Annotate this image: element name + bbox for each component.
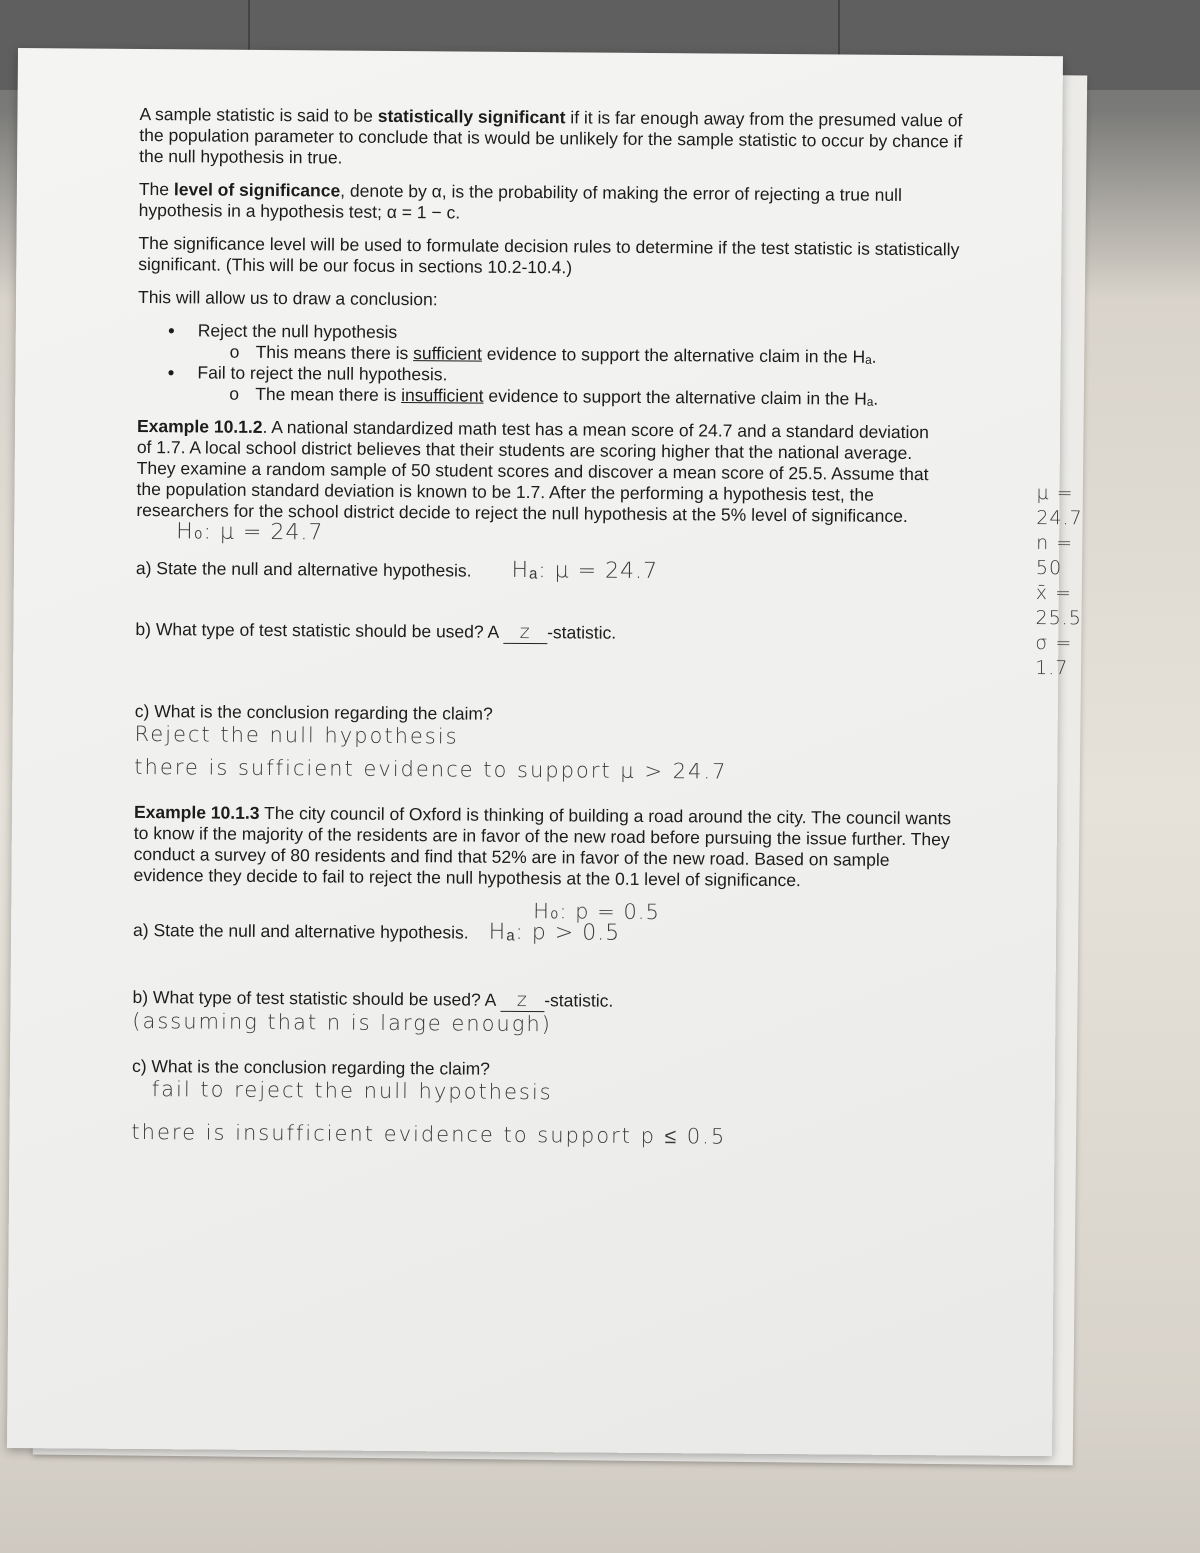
answer-blank[interactable]: z — [503, 622, 547, 644]
example-2-question-b: b) What type of test statistic should be used? A z -statistic. — [132, 986, 614, 1012]
worksheet-page — [7, 48, 1083, 1456]
example-1-question-b: b) What type of test statistic should be used? A z -statistic. — [135, 618, 617, 644]
worksheet-content — [131, 103, 1083, 1149]
answer-blank[interactable]: z — [500, 990, 544, 1012]
note-mu: μ = 24.7 — [1036, 482, 1083, 530]
handwritten-answer: there is sufficient evidence to support μ > 24.7 — [134, 754, 728, 784]
example-2-text: Example 10.1.3 The city council of Oxford is thinking of building a road around the city. The council wants to know if the majority of the residents are in favor of the new road before pursuing the issue further. They conduct a survey of 80 residents and find that 52% are in favor of the new road. Based on sample evidence they decide to fail to reject the null hypothesis at the 0.1 level of significance. — [133, 801, 952, 891]
bullet-reject: ● Reject the null hypothesis — [198, 320, 968, 347]
sub-bullet-fail-to-reject: o The mean there is insufficient evidence to support the alternative claim in the Hₐ. — [197, 383, 967, 410]
conclusion-list — [137, 320, 968, 411]
handwritten-answer: (assuming that n is large enough) — [132, 1008, 552, 1037]
handwritten-answer: fail to reject the null hypothesis — [151, 1077, 553, 1105]
definition-statistical-significance: A sample statistic is said to be statistically significant if it is far enough away from the presumed value of the population parameter to conclude that is would be unlikely for the sample statistic to occur by chance if the null hypothesis in true. — [139, 103, 963, 168]
handwritten-answer: Reject the null hypothesis — [134, 721, 459, 749]
note-n: n = 50 — [1035, 532, 1074, 580]
example-2-question-c: c) What is the conclusion regarding the claim? — [131, 1055, 491, 1079]
handwritten-answer: there is insufficient evidence to support p ≤ 0.5 — [131, 1119, 727, 1149]
example-1-question-c: c) What is the conclusion regarding the claim? — [134, 700, 493, 724]
example-2-question-a: a) State the null and alternative hypothesis. Hₐ: p > 0.5 — [132, 919, 621, 946]
example-1-question-a: a) State the null and alternative hypothesis. Hₐ: μ = 24.7 — [135, 557, 659, 585]
handwritten-h0: H₀: μ = 24.7 — [176, 519, 324, 546]
note-sigma: σ = 1.7 — [1035, 632, 1073, 680]
handwritten-h0: H₀: p = 0.5 — [533, 899, 660, 925]
example-1-text: Example 10.1.2. A national standardized math test has a mean score of 24.7 and a standard deviation of 1.7. A local school district believes that their students are scoring higher that the national average. They examine a random sample of 50 student scores and discover a mean score of 25.5. Assume that the population standard deviation is known to be 1.7. After the performing a hypothesis test, the researchers for the school district decide to reject the null hypothesis at the 5% level of significance.H₀: μ = 24.7 — [136, 415, 930, 546]
handwritten-ha: Hₐ: p > 0.5 — [488, 919, 621, 946]
bullet-fail-to-reject: ● Fail to reject the null hypothesis. — [197, 362, 967, 389]
definition-level-of-significance: The level of significance, denote by α, is the probability of making the error of rejecting a true null hypothesis in a hypothesis test; α = 1 − c. — [138, 178, 902, 223]
paragraph-decision-rules: The significance level will be used to formulate decision rules to determine if the test statistic is statistically significant. (This will be our focus in sections 10.2-10.4.) — [138, 232, 960, 278]
sub-bullet-reject: o This means there is sufficient evidence to support the alternative claim in the Hₐ. — [198, 341, 968, 368]
note-xbar: x̄ = 25.5 — [1035, 582, 1082, 630]
handwritten-ha: Hₐ: μ = 24.7 — [511, 557, 659, 585]
paragraph-conclusion-intro: This will allow us to draw a conclusion: — [137, 286, 438, 310]
handwritten-margin-notes — [1035, 481, 1083, 681]
